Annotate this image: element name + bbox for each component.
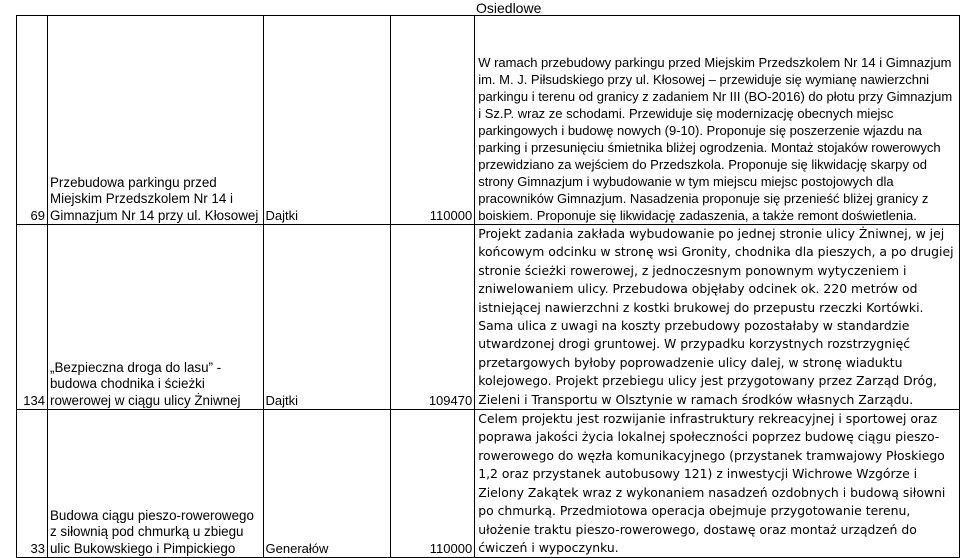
project-description: Projekt zadania zakłada wybudowanie po jednej stronie ulicy Żniwnej, w jej końcowym odcinku w stronę wsi Gronity, chodnika dla pieszych, a po drugiej stronie ścieżki rowerowej, z jednoczesnym ponownym wytyczeniem i zniwelowaniem ulicy. Przebudowa objęłaby odcinek ok. 220 metrów od istniejącej nawierzchni z kostki brukowej do przepustu rzeczki Kortówki. Sama ulica z uwagi na koszty przebudowy pozostałaby w standardzie utwardzonej drogi gruntowej. W przypadku korzystnych rozstrzygnięć przetargowych byłoby poprowadzenie ulicy dalej, w stronę wiaduktu kolejowego. Projekt przebiegu ulicy jest przygotowany przez Zarząd Dróg, Zieleni i Transportu w Olsztynie w ramach środków własnych Zarządu.: [475, 225, 960, 410]
project-name: „Bezpieczna droga do lasu” - budowa chodnika i ścieżki rowerowej w ciągu ulicy Żniwnej: [47, 225, 263, 410]
page-header: Osiedlowe: [476, 0, 542, 16]
table-row: [17, 225, 960, 410]
district: Generałów: [263, 410, 391, 558]
project-name: Budowa ciągu pieszo-rowerowego z siłownią pod chmurką u zbiegu ulic Bukowskiego i Pimpickiego: [47, 410, 263, 558]
project-cost: 109470: [391, 225, 475, 410]
project-cost: 110000: [391, 16, 475, 225]
district: Dajtki: [263, 225, 391, 410]
project-name: Przebudowa parkingu przed Miejskim Przedszkolem Nr 14 i Gimnazjum Nr 14 przy ul. Kłosowej: [47, 16, 263, 225]
row-number: 33: [17, 410, 48, 558]
table-row: [17, 410, 960, 558]
project-description: Celem projektu jest rozwijanie infrastruktury rekreacyjnej i sportowej oraz poprawa jakości życia lokalnej społeczności poprzez budowę ciągu pieszo- rowerowego do węzła komunikacyjnego (przystanek tramwajowy Płoskiego 1,2 oraz przystanek autobusowy 121) z inwestycji Wichrowe Wzgórze i Zielony Zakątek wraz z wykonaniem nasadzeń ozdobnych i budową siłowni po chmurką. Przedmiotowa operacja obejmuje przygotowanie terenu, ułożenie traktu pieszo-rowerowego, dostawę oraz montaż urządzeń do ćwiczeń i wypoczynku.: [475, 410, 960, 558]
row-number: 69: [17, 16, 48, 225]
table-row: [17, 16, 960, 225]
row-number: 134: [17, 225, 48, 410]
project-description: W ramach przebudowy parkingu przed Miejskim Przedszkolem Nr 14 i Gimnazjum im. M. J. Piłsudskiego przy ul. Kłosowej – przewiduje się wymianę nawierzchni parkingu i terenu od granicy z zadaniem Nr III (BO-2016) do płotu przy Gimnazjum i Sz.P. wraz ze schodami. Przewiduje się modernizację obecnych miejsc parkingowych i budowę nowych (9-10). Proponuje się poszerzenie wjazdu na parking i przesunięciu śmietnika bliżej ogrodzenia. Montaż stojaków rowerowych przewidziano za wejściem do Przedszkola. Proponuje się likwidację skarpy od strony Gimnazjum i wybudowanie w tym miejscu miejsc postojowych dla pracowników Gimnazjum. Nasadzenia proponuje się przenieść bliżej granicy z boiskiem. Proponuje się likwidację zadaszenia, a także remont doświetlenia.: [475, 16, 960, 225]
district: Dajtki: [263, 16, 391, 225]
projects-table: [16, 15, 960, 558]
project-cost: 110000: [391, 410, 475, 558]
